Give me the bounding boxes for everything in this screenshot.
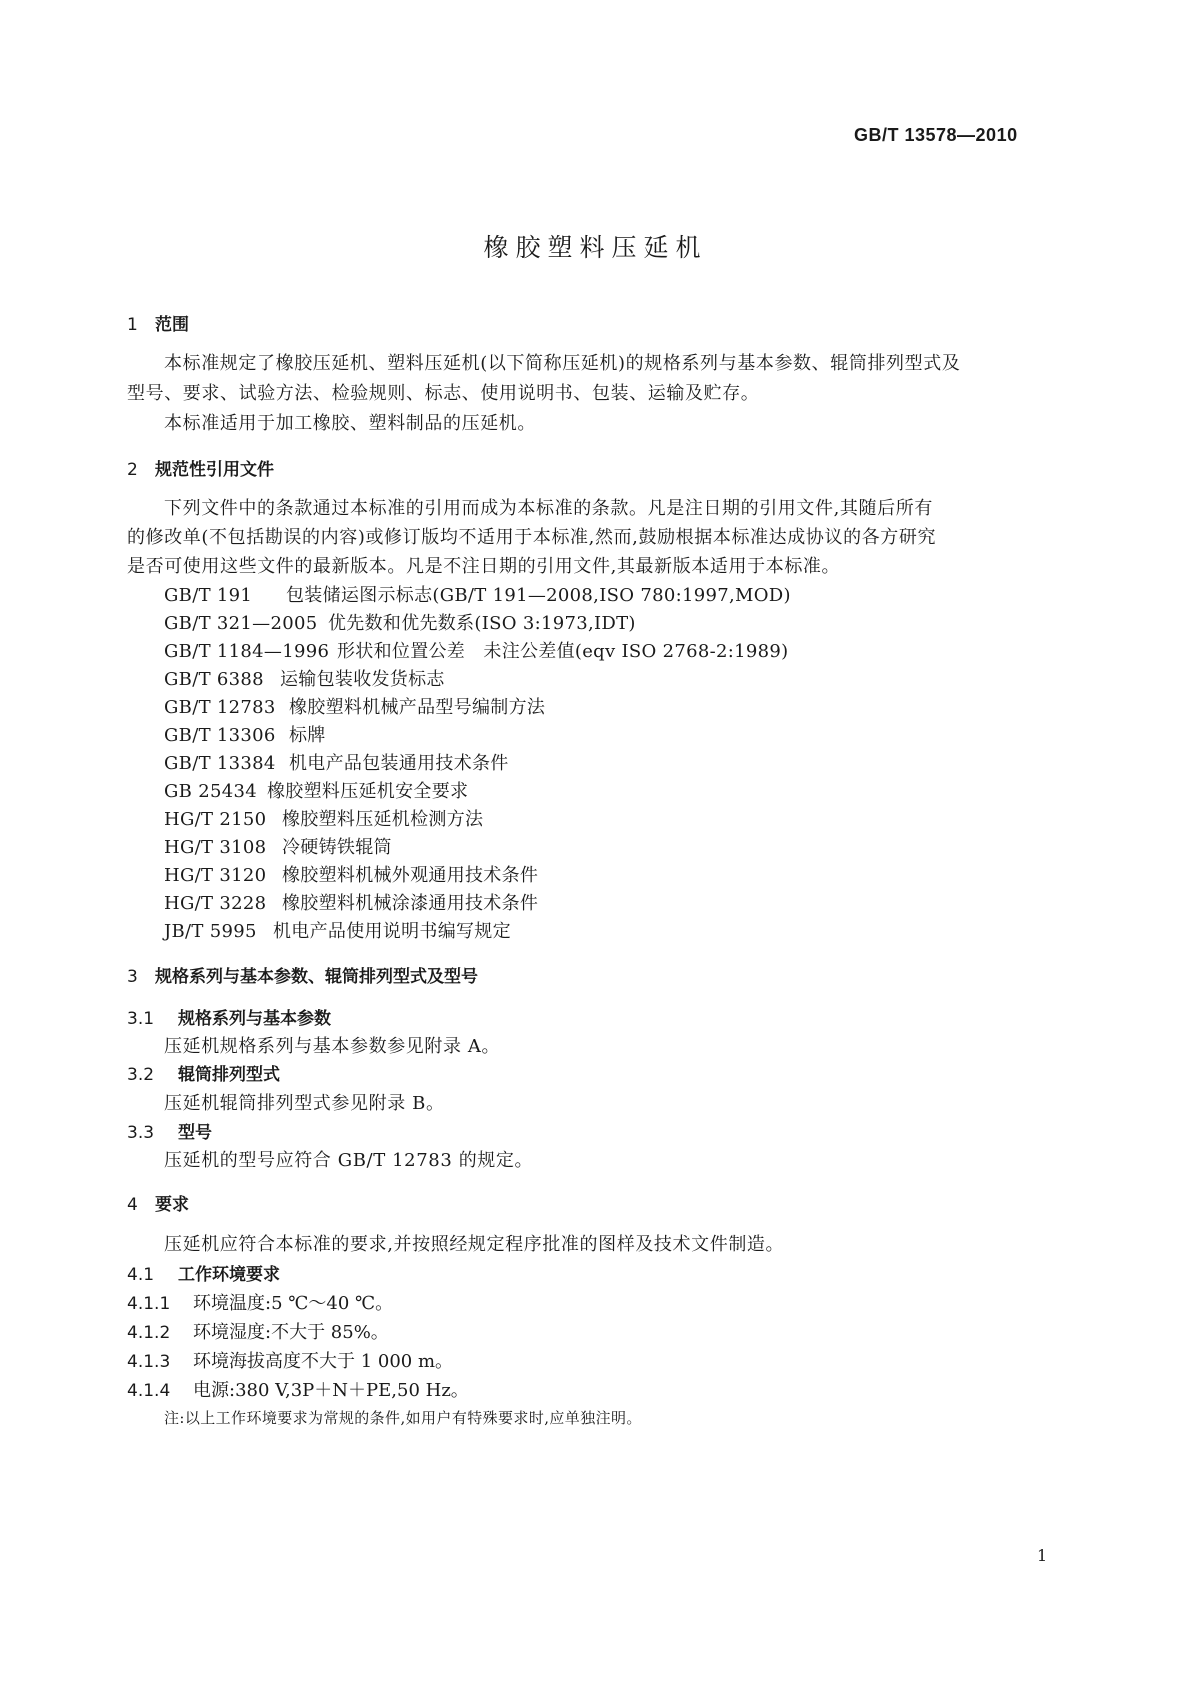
paragraph-line: 本标准规定了橡胶压延机、塑料压延机(以下简称压延机)的规格系列与基本参数、辊筒排列型式及	[164, 353, 961, 374]
clause-number: 4.1.3	[127, 1352, 171, 1372]
reference-item	[164, 833, 392, 859]
reference-item	[164, 665, 445, 691]
page-number: 1	[1037, 1546, 1048, 1565]
reference-title: 橡胶塑料机械涂漆通用技术条件	[282, 893, 539, 914]
section-number: 2	[127, 460, 138, 480]
clause-number: 4.1.1	[127, 1294, 171, 1314]
note-text: 注:以上工作环境要求为常规的条件,如用户有特殊要求时,应单独注明。	[164, 1409, 642, 1427]
subsection-number: 3.1	[127, 1009, 155, 1029]
reference-code: HG/T 3120	[164, 865, 267, 886]
reference-item	[164, 749, 509, 775]
section-title: 规格系列与基本参数、辊筒排列型式及型号	[155, 967, 478, 987]
reference-code: GB/T 13306	[164, 725, 276, 746]
reference-code: HG/T 3228	[164, 893, 267, 914]
reference-title: 橡胶塑料压延机检测方法	[282, 809, 484, 830]
reference-item	[164, 805, 483, 831]
standard-number: GB/T 13578—2010	[854, 125, 1018, 145]
clause-text: 环境湿度:不大于 85%。	[193, 1322, 389, 1343]
section-number: 3	[127, 967, 138, 987]
clause-4-1-3	[127, 1347, 453, 1373]
subsection-title: 工作环境要求	[178, 1265, 280, 1285]
subsection-title: 辊筒排列型式	[178, 1065, 280, 1085]
reference-item	[164, 609, 636, 635]
clause-4-1-1	[127, 1289, 393, 1315]
subsection-number: 4.1	[127, 1265, 155, 1285]
reference-code: JB/T 5995	[164, 921, 257, 942]
paragraph-line: 下列文件中的条款通过本标准的引用而成为本标准的条款。凡是注日期的引用文件,其随后所有	[164, 498, 933, 519]
reference-item	[164, 721, 326, 747]
reference-title: 标牌	[289, 725, 326, 746]
paragraph-line: 压延机的型号应符合 GB/T 12783 的规定。	[164, 1150, 534, 1171]
reference-item	[164, 693, 545, 719]
clause-number: 4.1.4	[127, 1381, 171, 1401]
subsection-number: 3.3	[127, 1123, 155, 1143]
reference-title: 橡胶塑料机械外观通用技术条件	[282, 865, 539, 886]
section-number: 1	[127, 315, 138, 335]
reference-code: GB/T 13384	[164, 753, 276, 774]
section-number: 4	[127, 1195, 138, 1215]
subsection-3-3-heading	[127, 1118, 212, 1143]
reference-item	[164, 861, 538, 887]
reference-code: GB/T 321—2005	[164, 613, 318, 634]
clause-4-1-2	[127, 1318, 389, 1344]
reference-title: 冷硬铸铁辊筒	[282, 837, 392, 858]
reference-code: GB 25434	[164, 781, 257, 802]
clause-4-1-4	[127, 1376, 469, 1402]
reference-title: 机电产品包装通用技术条件	[289, 753, 509, 774]
document-title: 橡胶塑料压延机	[483, 233, 708, 262]
reference-code: GB/T 6388	[164, 669, 264, 690]
section-3-heading	[127, 962, 478, 987]
reference-title: 机电产品使用说明书编写规定	[273, 921, 511, 942]
reference-code: HG/T 3108	[164, 837, 267, 858]
clause-number: 4.1.2	[127, 1323, 171, 1343]
section-title: 规范性引用文件	[155, 460, 274, 480]
paragraph-line: 压延机规格系列与基本参数参见附录 A。	[164, 1036, 501, 1057]
paragraph-line: 型号、要求、试验方法、检验规则、标志、使用说明书、包装、运输及贮存。	[127, 383, 760, 404]
section-4-heading	[127, 1190, 189, 1215]
reference-item	[164, 637, 788, 663]
reference-code: GB/T 12783	[164, 697, 276, 718]
clause-text: 环境温度:5 ℃～40 ℃。	[193, 1293, 394, 1314]
reference-code: GB/T 1184—1996	[164, 641, 330, 662]
clause-text: 环境海拔高度不大于 1 000 m。	[193, 1351, 454, 1372]
section-title: 范围	[155, 315, 189, 335]
section-title: 要求	[155, 1195, 189, 1215]
subsection-number: 3.2	[127, 1065, 155, 1085]
subsection-title: 型号	[178, 1123, 212, 1143]
subsection-3-2-heading	[127, 1060, 280, 1085]
paragraph-line: 是否可使用这些文件的最新版本。凡是不注日期的引用文件,其最新版本适用于本标准。	[127, 556, 841, 577]
reference-title: 橡胶塑料压延机安全要求	[267, 781, 469, 802]
reference-title: 包装储运图示标志(GB/T 191—2008,ISO 780:1997,MOD)	[286, 585, 791, 606]
paragraph-line: 压延机辊筒排列型式参见附录 B。	[164, 1093, 445, 1114]
clause-text: 电源:380 V,3P＋N＋PE,50 Hz。	[193, 1380, 469, 1401]
reference-title: 运输包装收发货标志	[280, 669, 445, 690]
subsection-title: 规格系列与基本参数	[178, 1009, 331, 1029]
reference-title: 形状和位置公差 未注公差值(eqv ISO 2768-2:1989)	[337, 641, 789, 662]
section-1-heading	[127, 310, 189, 335]
reference-code: HG/T 2150	[164, 809, 267, 830]
paragraph-line: 的修改单(不包括勘误的内容)或修订版均不适用于本标准,然而,鼓励根据本标准达成协议的各方研究	[127, 527, 937, 548]
section-2-heading	[127, 455, 274, 480]
reference-item	[164, 889, 538, 915]
subsection-4-1-heading	[127, 1260, 280, 1285]
subsection-3-1-heading	[127, 1004, 331, 1029]
reference-item	[164, 777, 468, 803]
reference-item	[164, 581, 791, 607]
paragraph-line: 本标准适用于加工橡胶、塑料制品的压延机。	[164, 413, 536, 434]
paragraph-line: 压延机应符合本标准的要求,并按照经规定程序批准的图样及技术文件制造。	[164, 1234, 785, 1255]
reference-item	[164, 917, 511, 943]
reference-code: GB/T 191	[164, 585, 253, 606]
reference-title: 优先数和优先数系(ISO 3:1973,IDT)	[328, 613, 636, 634]
reference-title: 橡胶塑料机械产品型号编制方法	[289, 697, 546, 718]
